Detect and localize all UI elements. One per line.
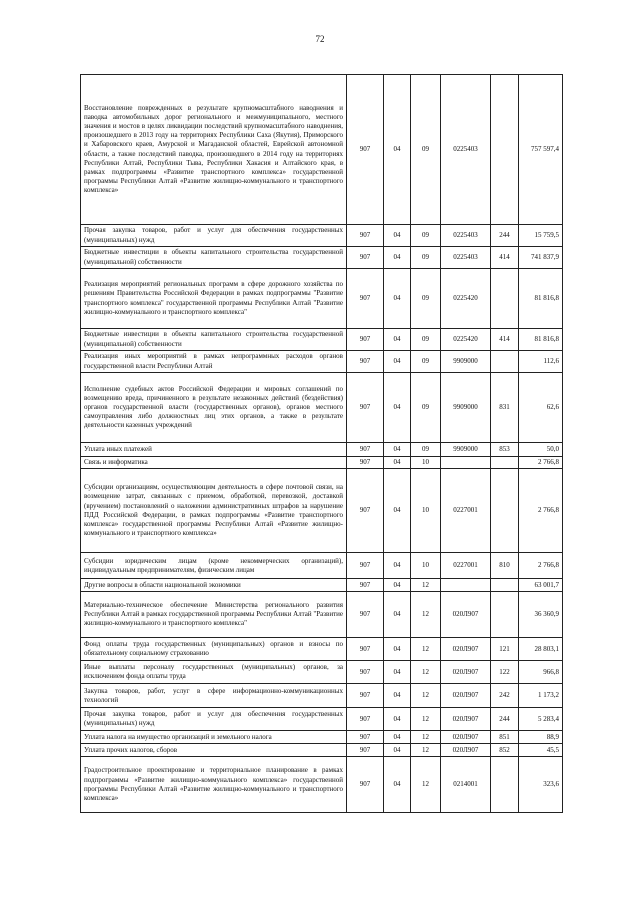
row-expense-type-code: 121: [491, 638, 519, 661]
row-ministry-code: 907: [347, 592, 384, 638]
row-expense-type-code: 810: [491, 553, 519, 579]
row-amount: 45,5: [519, 744, 563, 757]
row-target-code: 9909000: [441, 443, 491, 457]
row-subsection-code: 09: [411, 269, 441, 329]
row-section-code: 04: [384, 351, 411, 373]
row-expense-type-code: [491, 457, 519, 469]
row-amount: 88,9: [519, 731, 563, 744]
row-target-code: 0227001: [441, 553, 491, 579]
row-expense-type-code: 853: [491, 443, 519, 457]
row-expense-type-code: 244: [491, 708, 519, 731]
row-expense-type-code: [491, 469, 519, 553]
row-expense-type-code: [491, 75, 519, 225]
row-section-code: 04: [384, 731, 411, 744]
row-expense-type-code: 414: [491, 329, 519, 351]
row-description: Прочая закупка товаров, работ и услуг для обеспечения государственных (муниципальных) нужд: [81, 708, 347, 731]
row-target-code: 0225403: [441, 75, 491, 225]
row-ministry-code: 907: [347, 579, 384, 592]
row-subsection-code: 12: [411, 744, 441, 757]
table-row: [81, 225, 563, 247]
row-ministry-code: 907: [347, 443, 384, 457]
row-expense-type-code: [491, 579, 519, 592]
row-target-code: 0227001: [441, 469, 491, 553]
row-expense-type-code: 122: [491, 661, 519, 684]
row-amount: 63 001,7: [519, 579, 563, 592]
table-row: [81, 351, 563, 373]
row-amount: 966,8: [519, 661, 563, 684]
table-row: [81, 638, 563, 661]
row-ministry-code: 907: [347, 373, 384, 443]
row-expense-type-code: 851: [491, 731, 519, 744]
row-target-code: 020Л907: [441, 638, 491, 661]
row-subsection-code: 10: [411, 469, 441, 553]
row-description: Реализация иных мероприятий в рамках непрограммных расходов органов государственной власти Республики Алтай: [81, 351, 347, 373]
row-expense-type-code: [491, 757, 519, 813]
row-target-code: 0225420: [441, 329, 491, 351]
row-section-code: 04: [384, 75, 411, 225]
row-section-code: 04: [384, 373, 411, 443]
table-row: [81, 661, 563, 684]
row-subsection-code: 09: [411, 75, 441, 225]
row-subsection-code: 09: [411, 247, 441, 269]
row-section-code: 04: [384, 708, 411, 731]
row-section-code: 04: [384, 661, 411, 684]
row-ministry-code: 907: [347, 247, 384, 269]
row-expense-type-code: 242: [491, 684, 519, 708]
table-row: [81, 592, 563, 638]
row-description: Материально-техническое обеспечение Министерства регионального развития Республики Алтай в рамках государственной программы Республики Алтай "Развитие жилищно-коммунального и транспортного комплекса": [81, 592, 347, 638]
row-amount: 50,0: [519, 443, 563, 457]
table-row: [81, 757, 563, 813]
row-target-code: 020Л907: [441, 661, 491, 684]
row-amount: 741 837,9: [519, 247, 563, 269]
row-ministry-code: 907: [347, 329, 384, 351]
row-description: Уплата налога на имущество организаций и земельного налога: [81, 731, 347, 744]
row-expense-type-code: [491, 351, 519, 373]
row-subsection-code: 12: [411, 684, 441, 708]
table-row: [81, 247, 563, 269]
row-description: Градостроительное проектирование и территориальное планирование в рамках подпрограммы «Развитие жилищно-коммунального комплекса» государственной программы Республики Алтай «Развитие жилищно-коммунального и транспортного комплекса»: [81, 757, 347, 813]
row-description: Другие вопросы в области национальной экономики: [81, 579, 347, 592]
table-row: [81, 744, 563, 757]
table-row: [81, 684, 563, 708]
table-row: [81, 373, 563, 443]
row-description: Прочая закупка товаров, работ и услуг для обеспечения государственных (муниципальных) нужд: [81, 225, 347, 247]
row-description: Уплата прочих налогов, сборов: [81, 744, 347, 757]
row-target-code: 0225403: [441, 247, 491, 269]
row-section-code: 04: [384, 225, 411, 247]
row-description: Уплата иных платежей: [81, 443, 347, 457]
row-ministry-code: 907: [347, 661, 384, 684]
row-description: Фонд оплаты труда государственных (муниципальных) органов и взносы по обязательному социальному страхованию: [81, 638, 347, 661]
row-subsection-code: 09: [411, 225, 441, 247]
row-description: Связь и информатика: [81, 457, 347, 469]
row-ministry-code: 907: [347, 75, 384, 225]
row-expense-type-code: 414: [491, 247, 519, 269]
row-ministry-code: 907: [347, 708, 384, 731]
row-section-code: 04: [384, 579, 411, 592]
row-target-code: 020Л907: [441, 684, 491, 708]
row-section-code: 04: [384, 744, 411, 757]
row-ministry-code: 907: [347, 684, 384, 708]
row-expense-type-code: [491, 269, 519, 329]
budget-table: [80, 74, 563, 813]
row-amount: 112,6: [519, 351, 563, 373]
row-ministry-code: 907: [347, 744, 384, 757]
row-target-code: 9909000: [441, 351, 491, 373]
row-ministry-code: 907: [347, 757, 384, 813]
row-expense-type-code: [491, 592, 519, 638]
table-row: [81, 708, 563, 731]
row-ministry-code: 907: [347, 457, 384, 469]
row-ministry-code: 907: [347, 731, 384, 744]
row-section-code: 04: [384, 443, 411, 457]
row-section-code: 04: [384, 684, 411, 708]
table-row: [81, 553, 563, 579]
table-row: [81, 731, 563, 744]
row-amount: 15 759,5: [519, 225, 563, 247]
table-row: [81, 443, 563, 457]
page-number: 72: [315, 34, 325, 44]
row-subsection-code: 09: [411, 373, 441, 443]
row-subsection-code: 12: [411, 579, 441, 592]
table-row: [81, 329, 563, 351]
row-amount: 81 816,8: [519, 329, 563, 351]
row-subsection-code: 09: [411, 329, 441, 351]
row-subsection-code: 09: [411, 351, 441, 373]
row-subsection-code: 12: [411, 757, 441, 813]
row-target-code: 0214001: [441, 757, 491, 813]
row-amount: 323,6: [519, 757, 563, 813]
row-ministry-code: 907: [347, 638, 384, 661]
row-subsection-code: 09: [411, 443, 441, 457]
row-target-code: 020Л907: [441, 592, 491, 638]
row-target-code: 0225403: [441, 225, 491, 247]
row-target-code: 9909000: [441, 373, 491, 443]
row-ministry-code: 907: [347, 351, 384, 373]
row-section-code: 04: [384, 329, 411, 351]
row-description: Закупка товаров, работ, услуг в сфере информационно-коммуникационных технологий: [81, 684, 347, 708]
row-description: Бюджетные инвестиции в объекты капитального строительства государственной (муниципальной) собственности: [81, 329, 347, 351]
table-row: [81, 457, 563, 469]
row-section-code: 04: [384, 553, 411, 579]
row-target-code: 020Л907: [441, 708, 491, 731]
row-section-code: 04: [384, 757, 411, 813]
table-row: [81, 469, 563, 553]
row-ministry-code: 907: [347, 225, 384, 247]
row-amount: 28 803,1: [519, 638, 563, 661]
row-section-code: 04: [384, 469, 411, 553]
row-description: Реализация мероприятий региональных программ в сфере дорожного хозяйства по решениям Правительства Российской Федерации в рамках подпрограммы "Развитие транспортного комплекса" государственной программы Республики Алтай "Развитие жилищно-коммунального и транспортного комплекса": [81, 269, 347, 329]
row-subsection-code: 12: [411, 661, 441, 684]
row-amount: 62,6: [519, 373, 563, 443]
row-target-code: 020Л907: [441, 731, 491, 744]
row-description: Субсидии организациям, осуществляющим деятельность в сфере почтовой связи, на возмещение затрат, связанных с приемом, обработкой, перевозкой, доставкой (вручением) постановлений о наложении административных штрафов за нарушение ПДД Российской Федерации, в рамках подпрограммы «Развитие транспортного комплекса» государственной программы Республики Алтай «Развитие жилищно-коммунального и транспортного комплекса»: [81, 469, 347, 553]
row-subsection-code: 10: [411, 553, 441, 579]
row-target-code: [441, 579, 491, 592]
row-amount: 757 597,4: [519, 75, 563, 225]
row-section-code: 04: [384, 269, 411, 329]
table-row: [81, 75, 563, 225]
row-target-code: [441, 457, 491, 469]
row-section-code: 04: [384, 457, 411, 469]
row-subsection-code: 10: [411, 457, 441, 469]
row-subsection-code: 12: [411, 731, 441, 744]
row-amount: 36 360,9: [519, 592, 563, 638]
row-subsection-code: 12: [411, 708, 441, 731]
row-expense-type-code: 852: [491, 744, 519, 757]
row-ministry-code: 907: [347, 553, 384, 579]
row-description: Восстановление поврежденных в результате крупномасштабного наводнения и паводка автомобильных дорог регионального и межмуниципального, местного значения и мостов в целях ликвидации последствий крупномасштабного наводнения, произошедшего в 2013 году на территориях Республики Саха (Якутия), Приморского и Хабаровского краев, Амурской и Магаданской областей, Еврейской автономной области, а также последствий паводка, произошедшего в 2014 году на территориях Республики Алтай, Республики Тыва, Республики Хакасия и Алтайского края, в рамках подпрограммы «Развитие транспортного комплекса» государственной программы Республики Алтай «Развитие жилищно-коммунального и транспортного комплекса»: [81, 75, 347, 225]
row-ministry-code: 907: [347, 469, 384, 553]
row-description: Субсидии юридическим лицам (кроме некоммерческих организаций), индивидуальным предпринимателям, физическим лицам: [81, 553, 347, 579]
budget-table-body: [81, 75, 563, 813]
row-section-code: 04: [384, 638, 411, 661]
row-description: Исполнение судебных актов Российской Федерации и мировых соглашений по возмещению вреда, причиненного в результате незаконных действий (бездействия) органов государственной власти (государственных органов), органов местного самоуправления либо должностных лиц этих органов, а также в результате деятельности казенных учреждений: [81, 373, 347, 443]
row-subsection-code: 12: [411, 638, 441, 661]
row-target-code: 0225420: [441, 269, 491, 329]
row-amount: 2 766,8: [519, 553, 563, 579]
row-target-code: 020Л907: [441, 744, 491, 757]
row-description: Бюджетные инвестиции в объекты капитального строительства государственной (муниципальной) собственности: [81, 247, 347, 269]
row-description: Иные выплаты персоналу государственных (муниципальных) органов, за исключением фонда оплаты труда: [81, 661, 347, 684]
row-amount: 2 766,8: [519, 469, 563, 553]
row-ministry-code: 907: [347, 269, 384, 329]
row-subsection-code: 12: [411, 592, 441, 638]
row-amount: 2 766,8: [519, 457, 563, 469]
row-amount: 81 816,8: [519, 269, 563, 329]
row-section-code: 04: [384, 592, 411, 638]
table-row: [81, 579, 563, 592]
row-section-code: 04: [384, 247, 411, 269]
row-expense-type-code: 244: [491, 225, 519, 247]
row-expense-type-code: 831: [491, 373, 519, 443]
table-row: [81, 269, 563, 329]
row-amount: 1 173,2: [519, 684, 563, 708]
row-amount: 5 283,4: [519, 708, 563, 731]
